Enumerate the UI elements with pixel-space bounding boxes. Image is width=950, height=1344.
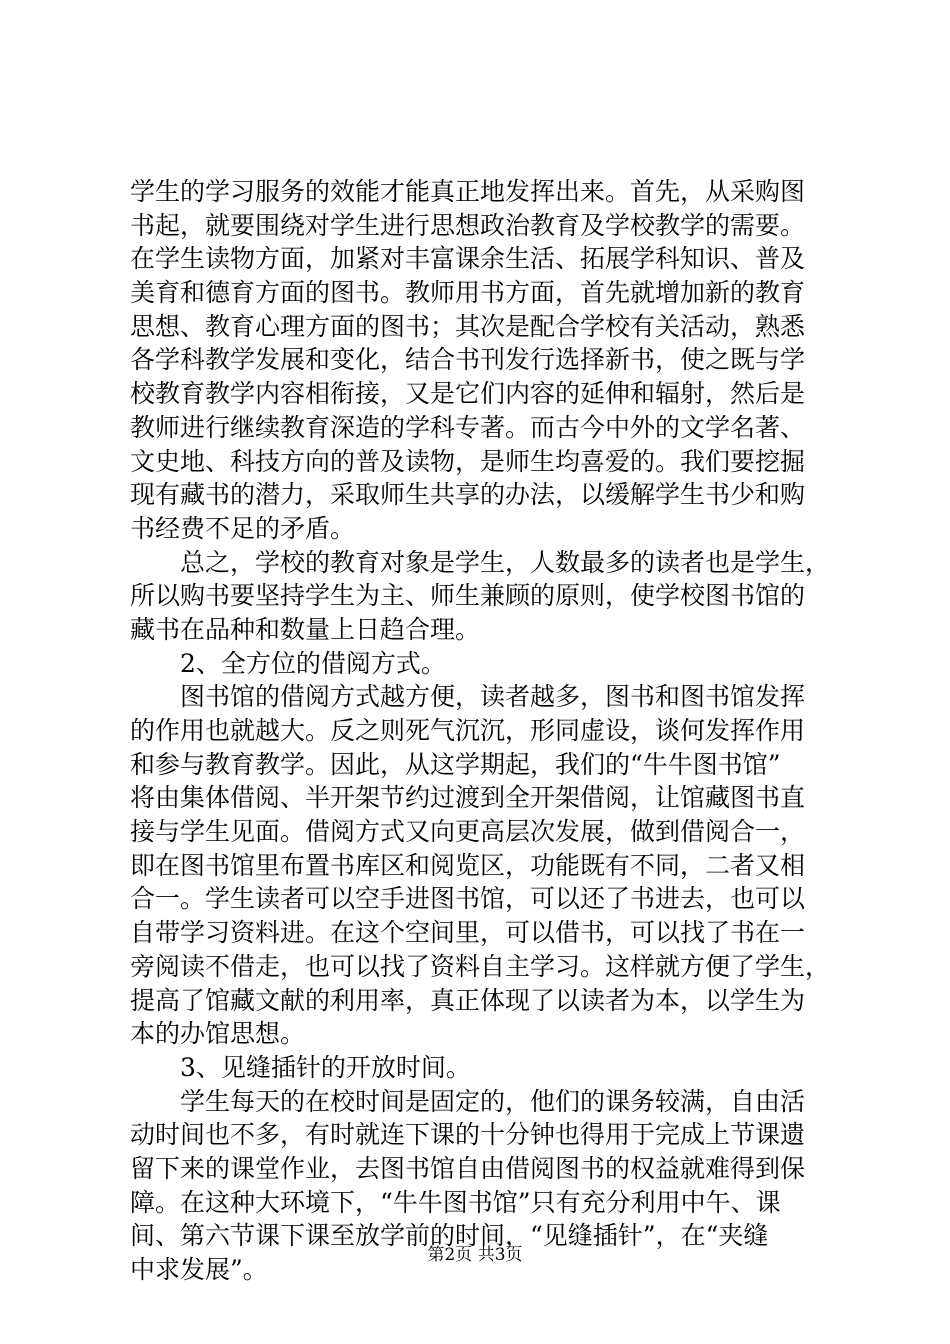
text-line: 2、全方位的借阅方式。 [130, 648, 446, 678]
text-line: 书起，就要围绕对学生进行思想政治教育及学校教学的需要。 [130, 210, 806, 240]
text-line: 和参与教育教学。因此，从这学期起，我们的“牛牛图书馆” [130, 749, 781, 779]
text-line: 即在图书馆里布置书库区和阅览区，功能既有不同，二者又相 [130, 850, 806, 880]
text-line: 所以购书要坚持学生为主、师生兼顾的原则，使学校图书馆的 [130, 581, 806, 611]
text-line: 提高了馆藏文献的利用率，真正体现了以读者为本，以学生为 [130, 985, 806, 1015]
text-line: 总之，学校的教育对象是学生，人数最多的读者也是学生， [130, 547, 831, 577]
text-line: 教师进行继续教育深造的学科专著。而古今中外的文学名著、 [130, 412, 806, 442]
text-line: 书经费不足的矛盾。 [130, 513, 356, 543]
text-line: 学生的学习服务的效能才能真正地发挥出来。首先，从采购图 [130, 177, 806, 206]
text-line: 自带学习资料进。在这个空间里，可以借书，可以找了书在一 [130, 918, 806, 948]
text-line: 学生每天的在校时间是固定的，他们的课务较满，自由活 [130, 1086, 806, 1116]
text-line: 接与学生见面。借阅方式又向更高层次发展，做到借阅合一， [130, 817, 806, 847]
text-line: 藏书在品种和数量上日趋合理。 [130, 614, 481, 644]
text-line: 障。在这种大环境下，“牛牛图书馆”只有充分利用中午、课 [130, 1187, 781, 1217]
text-line: 间、第六节课下课至放学前的时间，“见缝插针”，在“夹缝 [130, 1221, 769, 1251]
text-line: 美育和德育方面的图书。教师用书方面，首先就增加新的教育 [130, 278, 806, 308]
text-line: 旁阅读不借走，也可以找了资料自主学习。这样就方便了学生， [130, 951, 831, 981]
text-line: 将由集体借阅、半开架节约过渡到全开架借阅，让馆藏图书直 [130, 783, 806, 813]
text-line: 校教育教学内容相衔接，又是它们内容的延伸和辐射，然后是 [130, 379, 806, 409]
text-line: 各学科教学发展和变化，结合书刊发行选择新书，使之既与学 [130, 345, 806, 375]
text-line: 图书馆的借阅方式越方便，读者越多，图书和图书馆发挥 [130, 682, 806, 712]
text-line: 本的办馆思想。 [130, 1019, 306, 1049]
text-line: 文史地、科技方向的普及读物，是师生均喜爱的。我们要挖掘 [130, 446, 806, 476]
text-line: 合一。学生读者可以空手进图书馆，可以还了书进去，也可以 [130, 884, 806, 914]
text-line: 留下来的课堂作业，去图书馆自由借阅图书的权益就难得到保 [130, 1153, 806, 1183]
text-line: 现有藏书的潜力，采取师生共享的办法，以缓解学生书少和购 [130, 480, 806, 510]
text-line: 中求发展”。 [130, 1255, 268, 1284]
body-text [130, 175, 830, 1287]
text-line: 动时间也不多，有时就连下课的十分钟也得用于完成上节课遗 [130, 1120, 806, 1150]
text-line: 的作用也就越大。反之则死气沉沉，形同虚设，谈何发挥作用 [130, 716, 806, 745]
text-line: 思想、教育心理方面的图书；其次是配合学校有关活动，熟悉 [130, 311, 806, 341]
page-footer: 第2页 共3页 [427, 1245, 523, 1265]
text-line: 3、见缝插针的开放时间。 [130, 1052, 471, 1082]
text-line: 在学生读物方面，加紧对丰富课余生活、拓展学科知识、普及 [130, 244, 806, 274]
